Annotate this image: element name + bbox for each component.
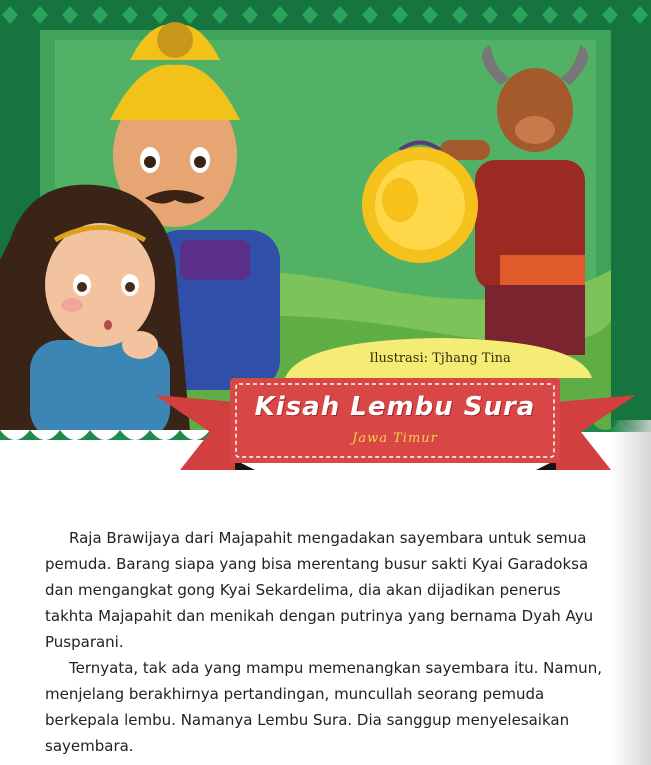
story-region: Jawa Timur [352,431,438,446]
illustrator-credit: Ilustrasi: Tjhang Tina [369,351,511,366]
story-paragraph-1: Raja Brawijaya dari Majapahit mengadakan sayembara untuk semua pemuda. Barang siapa yang bisa merentang busur sakti Kyai Garadoksa dan mengangkat gong Kyai Sekardelima, dia akan dijadikan penerus takhta Majapahit dan menikah dengan putrinya yang bernama Dyah Ayu Pusparani. [45,529,594,651]
page-edge-shadow [611,420,651,765]
story-paragraph-2: Ternyata, tak ada yang mampu memenangkan sayembara itu. Namun, menjelang berakhirnya pertandingan, muncullah seorang pemuda berkepala lembu. Namanya Lembu Sura. Dia sanggup menyelesaikan sayembara. [45,659,602,755]
story-title: Kisah Lembu Sura [254,392,536,422]
story-text [45,525,605,759]
